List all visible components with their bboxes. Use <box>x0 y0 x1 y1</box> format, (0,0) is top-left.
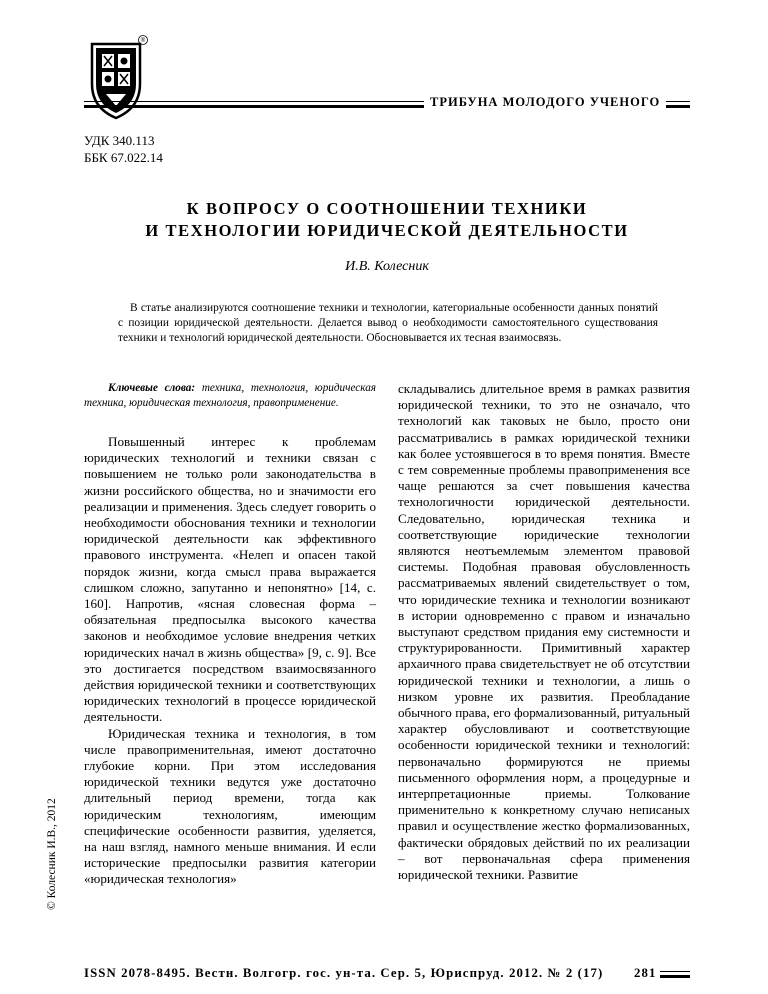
article-title <box>84 198 690 242</box>
copyright-notice: © Колесник И.В., 2012 <box>46 798 58 910</box>
bbk-code: ББК 67.022.14 <box>84 150 163 165</box>
header-rule-right-thick <box>666 105 690 108</box>
title-line-2: И ТЕХНОЛОГИИ ЮРИДИЧЕСКОЙ ДЕЯТЕЛЬНОСТИ <box>145 221 629 240</box>
journal-rubric: ТРИБУНА МОЛОДОГО УЧЕНОГО <box>430 95 661 109</box>
registered-mark: ® <box>140 38 146 44</box>
article-abstract: В статье анализируются соотношение техники и технологии, категориальные особенности данных понятий с позиции юридической деятельности. Делается вывод о необходимости самостоятельного существования техники и технологий юридической деятельности. Обосновывается их тесная взаимосвязь. <box>118 302 658 344</box>
udk-code: УДК 340.113 <box>84 133 155 148</box>
body-paragraph: складывались длительное время в рамках развития юридической техники, то это не означало, что технологий как таковых не было, просто они рассматривались в рамках юридической техники как более устоявшегося в то время понятия. Вместе с тем современные проблемы правоприменения все чаще решаются за счет повышения качества технологичности юридической деятельности. Следовательно, юридическая техника и соответствующие юридические технологии являются неотъемлемым элементом правовой системы. Подобная правовая обусловленность рассматриваемых явлений свидетельствует о том, что юридические техника и технологии возникают в истории одновременно с правом и изначально выступают средством придания ему системности и структурированности. Примитивный характер архаичного права свидетельствует не об отсутствии юридической техники и технологии, а лишь о низком уровне их развития. Преобладание обычного права, его формализованный, ритуальный характер обусловливают и соответствующие особенности юридической техники и технологий: первоначально формируются не приемы письменного оформления норм, а процедурные и интерпретационные приемы. Толкование применительно к конкретному случаю неписаных правил и осуществление жестко формализованных, фактически обрядовых действий по их реализации – вот первоначальная сфера применения юридической техники. Развитие <box>398 381 690 883</box>
page-number: 281 <box>633 966 657 980</box>
footer-rule-thick <box>660 975 690 978</box>
journal-citation <box>84 966 656 981</box>
citation-text: ISSN 2078-8495. Вестн. Волгогр. гос. ун-та. Сер. 5, Юриспруд. 2012. № 2 (17) <box>84 966 604 980</box>
university-crest-logo <box>84 34 148 122</box>
header-rule-thin <box>84 101 424 102</box>
text-column-left <box>84 381 376 888</box>
body-paragraph: Повышенный интерес к проблемам юридических технологий и техники связан с повышением не только роли законодательства в жизни российского общества, но и значимости его реализации и применения. Здесь следует говорить о необходимости обоснования техники и технологии юридической деятельности как эффективного правового инструмента. «Нелеп и опасен такой порядок жизни, когда смысл права выражается слишком сложно, запутанно и непонятно» [14, с. 160]. Напротив, «ясная словесная форма – обязательная предпосылка высокого качества законов и необходимое условие внедрения четких юридических начал в жизнь общества» [9, с. 9]. Все это достигается посредством взаимосвязанного действия юридической техники и соответствующих юридических технологий в процессе юридической деятельности. <box>84 434 376 725</box>
keywords-text: техника, технология, юридическая техника, юридическая технология, правоприменение. <box>84 382 376 409</box>
title-line-1: К ВОПРОСУ О СООТНОШЕНИИ ТЕХНИКИ <box>186 199 588 218</box>
keywords-label: Ключевые слова: <box>108 382 196 394</box>
classification-codes <box>84 132 163 166</box>
header-rule-right-thin <box>666 101 690 102</box>
text-column-right <box>398 381 690 883</box>
article-author: И.В. Колесник <box>345 259 429 274</box>
body-paragraph: Юридическая техника и технология, в том числе правоприменительная, имеют достаточно глубокие корни. При этом исследования юридической техники ведутся уже достаточно длительный период времени, тогда как юридическим технологиям, имеющим специфические особенности развития, уделяется, на наш взгляд, намного меньше внимания. И если исторические предпосылки развития категории «юридическая технология» <box>84 725 376 887</box>
footer-rule-thin <box>660 971 690 972</box>
header-rule-thick <box>84 105 424 108</box>
keywords <box>84 381 376 410</box>
